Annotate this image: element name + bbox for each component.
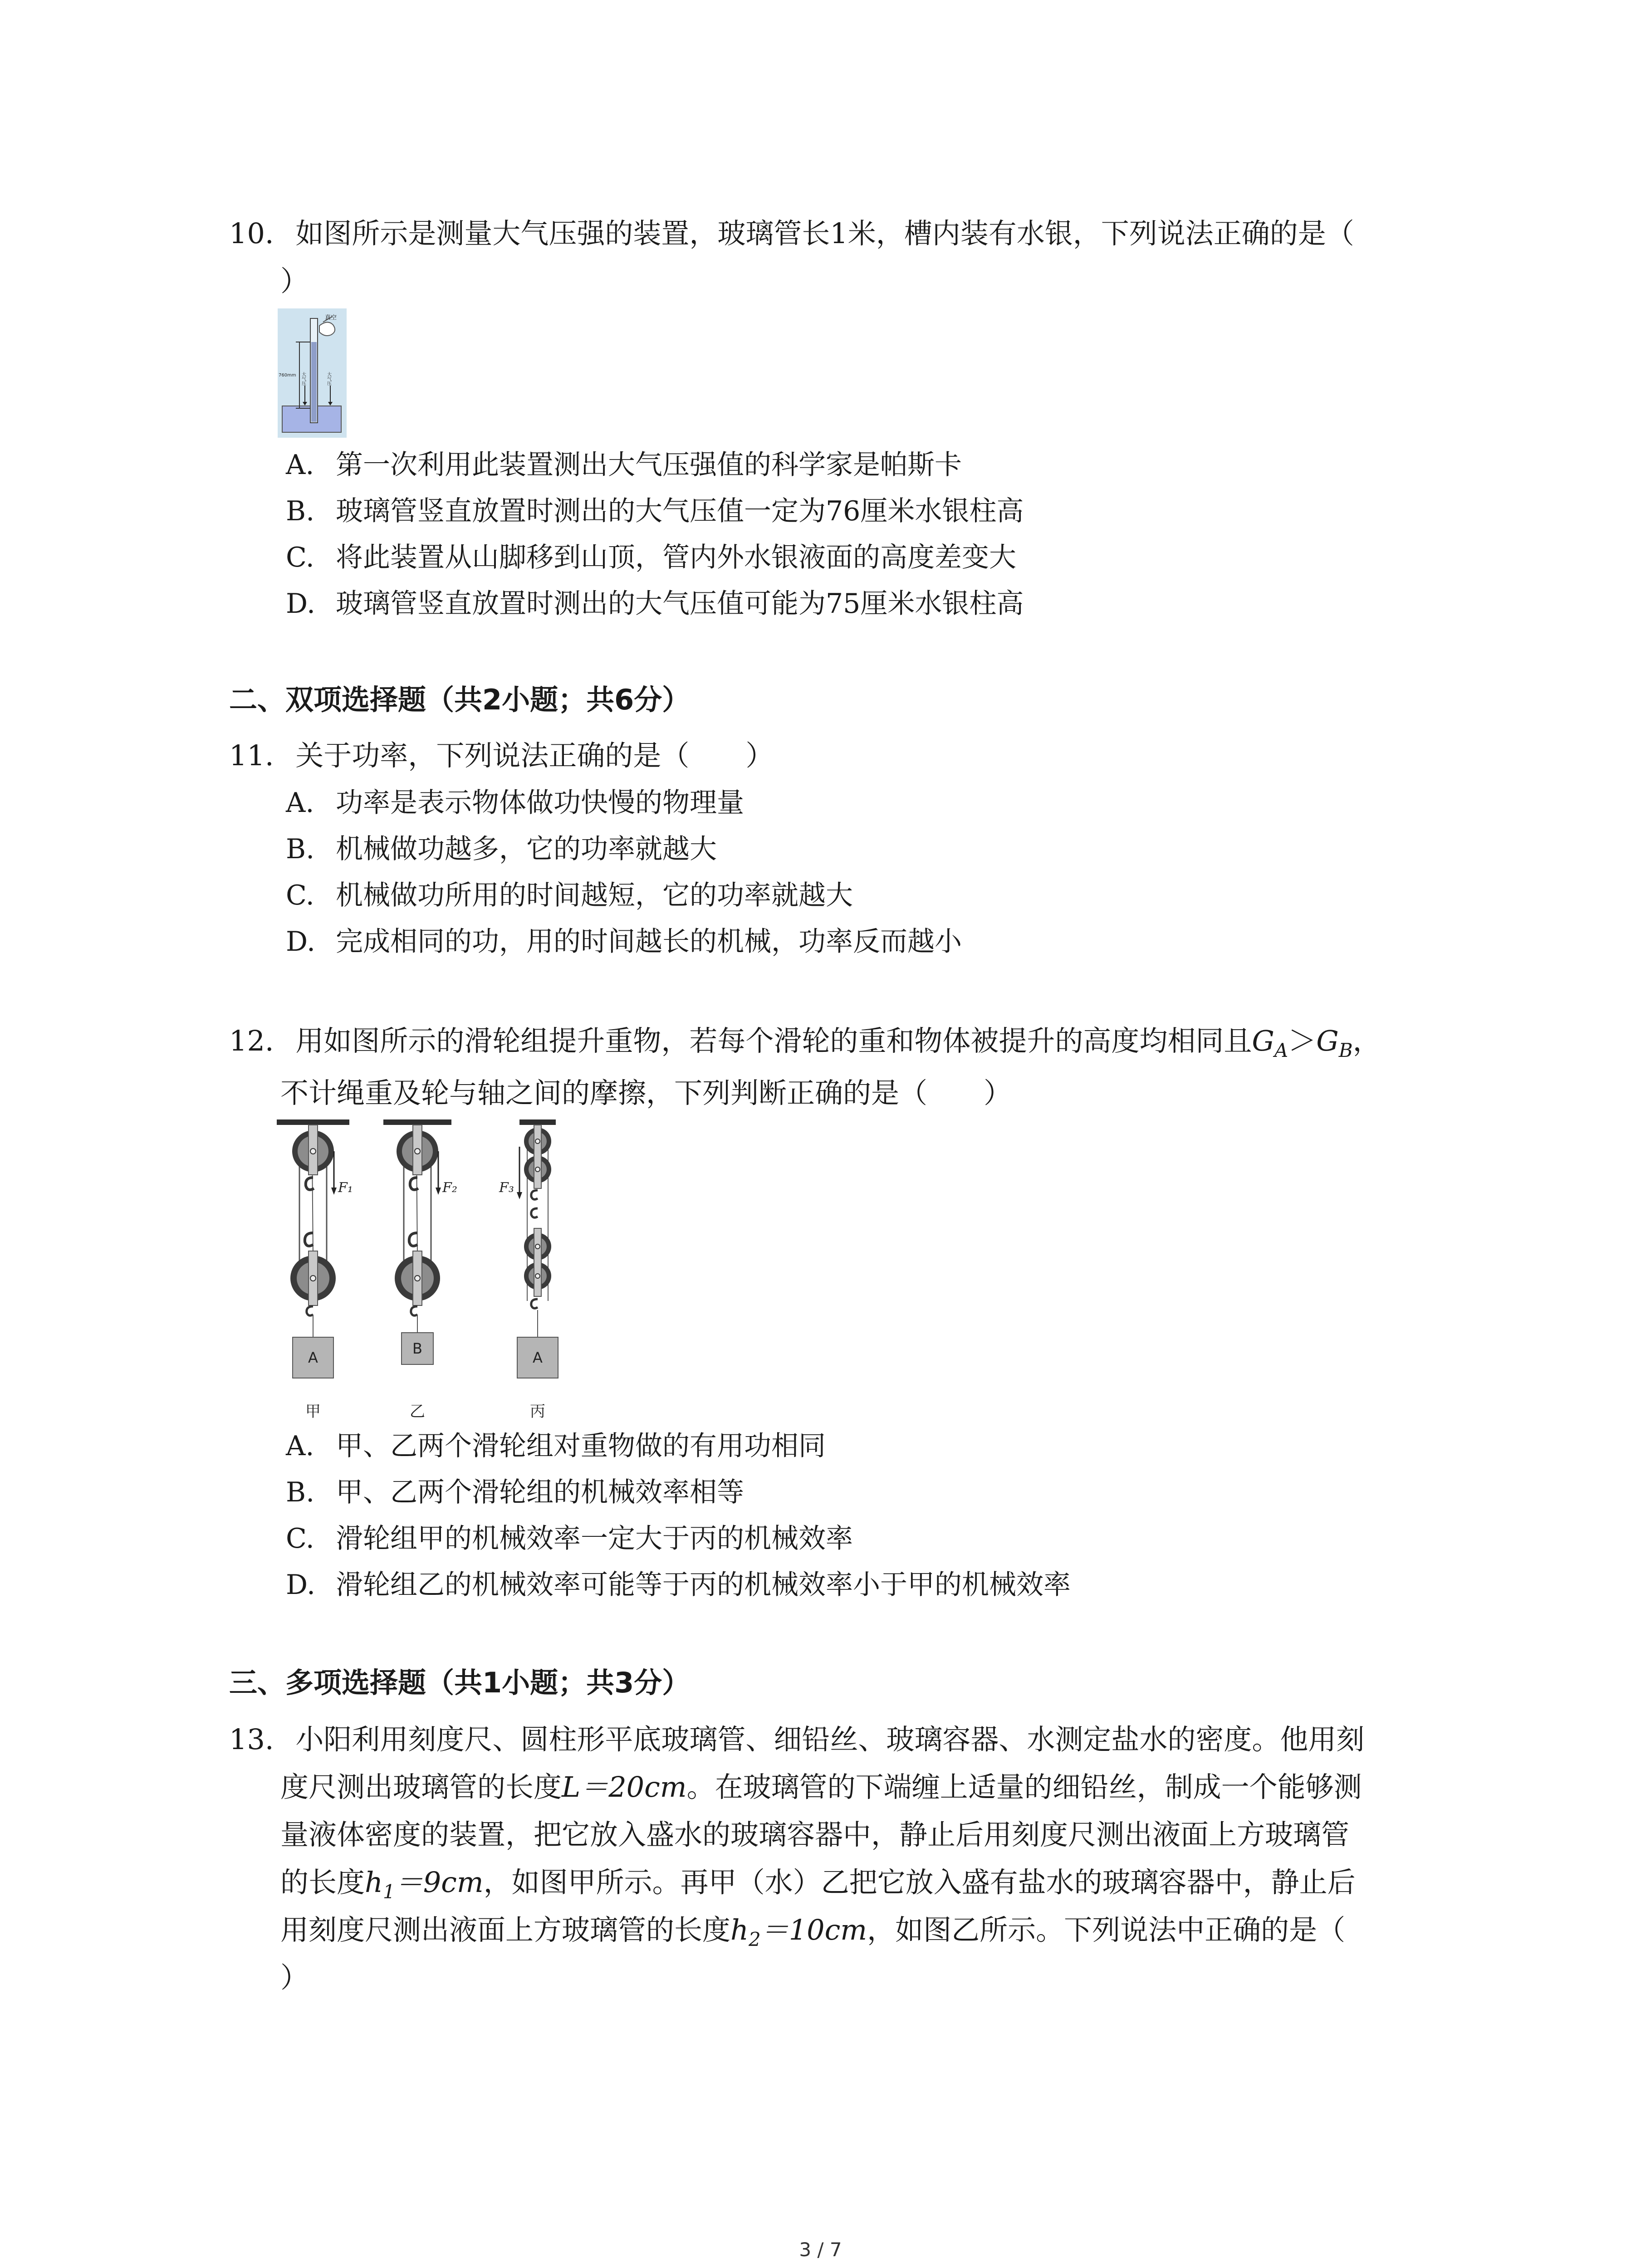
q10-stem-line1 xyxy=(229,215,1354,252)
q13-length-L: L＝20cm xyxy=(562,1770,687,1804)
q10-number: 10. xyxy=(229,217,274,250)
air-pressure-label-1: 大气压 xyxy=(300,372,306,386)
q12-gb: G xyxy=(1316,1024,1339,1057)
q11-stem-text: 关于功率，下列说法正确的是（ ） xyxy=(295,739,774,772)
q11-option-a: A. 功率是表示物体做功快慢的物理量 xyxy=(286,787,744,819)
load-box-jia-label: A xyxy=(308,1349,318,1366)
air-pressure-label-2: 大气压 xyxy=(326,372,331,386)
q13-line6: ） xyxy=(280,1961,309,1994)
caption-jia: 甲 xyxy=(305,1403,321,1421)
ceiling-1 xyxy=(277,1119,349,1125)
q11-stem xyxy=(229,738,774,774)
section-3-heading: 三、多项选择题（共1小题；共3分） xyxy=(229,1666,691,1699)
ceiling-2 xyxy=(383,1119,451,1125)
pulley-system-yi xyxy=(395,1125,457,1421)
q12-ga-sub: A xyxy=(1274,1039,1288,1061)
q13-number: 13. xyxy=(229,1723,274,1756)
q10-stem-text: 如图所示是测量大气压强的装置，玻璃管长1米，槽内装有水银，下列说法正确的是（ xyxy=(295,217,1354,250)
load-box-yi-label: B xyxy=(412,1340,422,1357)
pulley-system-bing xyxy=(499,1125,558,1421)
load-box-bing-label: A xyxy=(533,1349,543,1366)
q12-stem-line2: 不计绳重及轮与轴之间的摩擦，下列判断正确的是（ ） xyxy=(280,1076,1012,1110)
q13-h1-sub: 1 xyxy=(382,1881,395,1903)
q12-pulley-figure xyxy=(272,1119,608,1421)
q12-stem-text: 用如图所示的滑轮组提升重物，若每个滑轮的重和物体被提升的高度均相同且 xyxy=(295,1024,1252,1057)
q12-ga: G xyxy=(1252,1024,1274,1057)
q12-gb-sub: B xyxy=(1338,1039,1353,1061)
caption-yi: 乙 xyxy=(410,1403,425,1421)
q12-comma: ， xyxy=(1352,1024,1381,1057)
vacuum-label: 真空 xyxy=(325,314,337,321)
q10-option-b: B. 玻璃管竖直放置时测出的大气压值一定为76厘米水银柱高 xyxy=(286,495,1024,527)
ceiling-3 xyxy=(519,1119,556,1125)
q12-option-d: D. 滑轮组乙的机械效率可能等于丙的机械效率小于甲的机械效率 xyxy=(286,1569,1071,1601)
q10-option-a: A. 第一次利用此装置测出大气压强值的科学家是帕斯卡 xyxy=(286,449,962,481)
q13-h2: h xyxy=(730,1913,749,1946)
q10-option-c: C. 将此装置从山脚移到山顶，管内外水银液面的高度差变大 xyxy=(286,542,1016,573)
q12-number: 12. xyxy=(229,1024,274,1057)
q13-line4: 的长度$h_1=9cm$，如图甲所示。再甲（水）乙把它放入盛有盐水的玻璃容器中，静止后 xyxy=(280,1866,1356,1903)
force-f2-label: F₂ xyxy=(442,1180,457,1196)
q12-stem-line1 xyxy=(229,1023,1381,1069)
force-f1-label: F₁ xyxy=(338,1180,353,1196)
q10-barometer-figure xyxy=(278,308,347,438)
q10-option-d: D. 玻璃管竖直放置时测出的大气压值可能为75厘米水银柱高 xyxy=(286,588,1024,620)
q13-h2-sub: 2 xyxy=(748,1928,761,1950)
mm-label: 760mm xyxy=(279,373,296,378)
hand-icon xyxy=(319,322,335,336)
q11-option-b: B. 机械做功越多，它的功率就越大 xyxy=(286,833,717,865)
q13-line3: 量液体密度的装置，把它放入盛水的玻璃容器中，静止后用刻度尺测出液面上方玻璃管 xyxy=(280,1818,1350,1851)
section-2-heading: 二、双项选择题（共2小题；共6分） xyxy=(229,683,691,716)
q11-option-d: D. 完成相同的功，用的时间越长的机械，功率反而越小 xyxy=(286,926,962,958)
page-number: 3 / 7 xyxy=(799,2239,842,2261)
q13-h1: h xyxy=(365,1866,383,1899)
q13-line2: 度尺测出玻璃管的长度L＝20cm。在玻璃管的下端缠上适量的细铅丝，制成一个能够测 xyxy=(280,1770,1362,1804)
q11-option-c: C. 机械做功所用的时间越短，它的功率就越大 xyxy=(286,880,853,911)
q13-line5: 用刻度尺测出液面上方玻璃管的长度$h_2=10cm$，如图乙所示。下列说法中正确的是（ xyxy=(280,1913,1346,1950)
caption-bing: 丙 xyxy=(530,1403,545,1421)
pulley-system-jia xyxy=(290,1125,353,1421)
q10-stem-line2: ） xyxy=(280,264,309,298)
q13-line1-text: 小阳利用刻度尺、圆柱形平底玻璃管、细铅丝、玻璃容器、水测定盐水的密度。他用刻 xyxy=(295,1723,1365,1756)
q13-line1 xyxy=(229,1721,1364,1758)
q12-option-b: B. 甲、乙两个滑轮组的机械效率相等 xyxy=(286,1476,744,1508)
force-f3-label: F₃ xyxy=(499,1180,514,1196)
mercury-column xyxy=(311,342,317,422)
q11-number: 11. xyxy=(229,739,274,772)
q12-option-c: C. 滑轮组甲的机械效率一定大于丙的机械效率 xyxy=(286,1523,853,1554)
q12-option-a: A. 甲、乙两个滑轮组对重物做的有用功相同 xyxy=(286,1430,826,1462)
q12-gt: ＞ xyxy=(1288,1024,1317,1057)
